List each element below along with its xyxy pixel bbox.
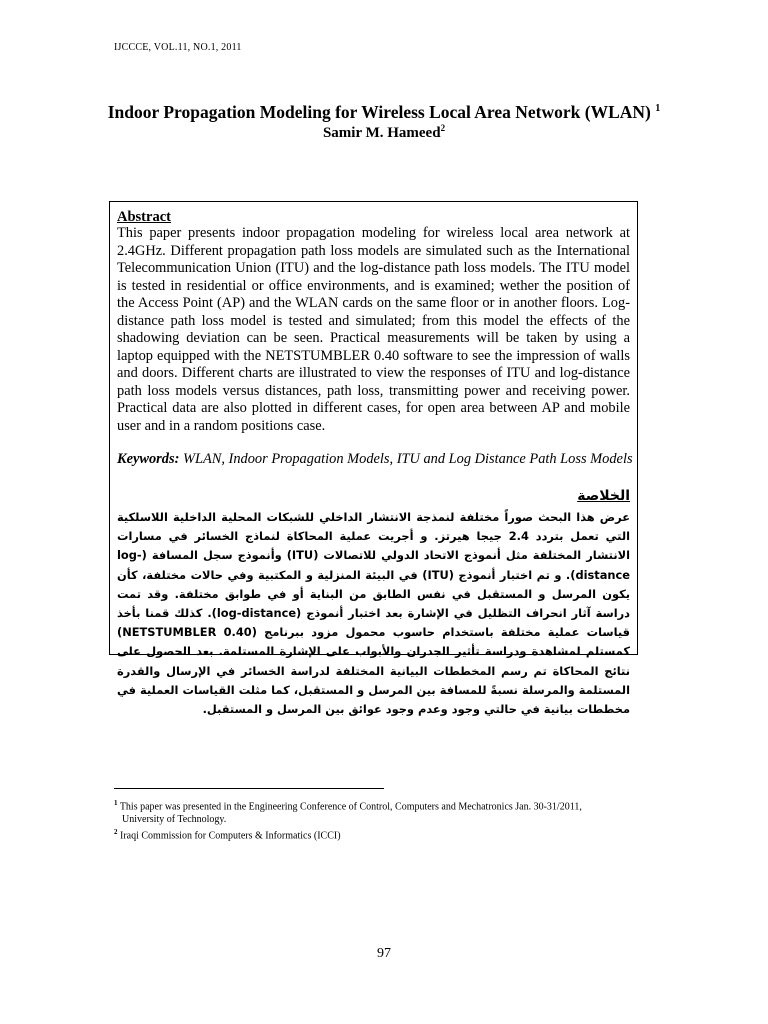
footnote-1 [114,797,634,826]
keywords-label: Keywords: [117,451,180,467]
footnote-1-mark: 1 [114,799,118,807]
abstract-box [109,201,638,717]
title-footnote-mark: 1 [655,103,661,115]
footnote-2-text: Iraqi Commission for Computers & Informatics (ICCI) [120,830,341,842]
journal-header: IJCCCE, VOL.11, NO.1, 2011 [114,42,242,53]
keywords-line [117,450,633,468]
abstract-heading: Abstract [117,209,171,225]
footnote-divider [114,788,384,789]
footnote-1-text: This paper was presented in the Engineering Conference of Control, Computers and Mechatronics Jan. 30-31/2011, [119,801,582,813]
arabic-abstract-heading [117,486,630,506]
author-footnote-mark: 2 [440,123,446,133]
keywords-text: WLAN, Indoor Propagation Models, ITU and Log Distance Path Loss Models [182,451,633,467]
footnote-2 [114,826,634,842]
arabic-heading-text: الخلاصة [577,488,630,504]
abstract-body: This paper presents indoor propagation modeling for wireless local area network at 2.4GHz. Different propagation path loss models are simulated such as the International Telecommunication Union (ITU) and the log-distance path loss models. The ITU model is tested in residential or office environments, and is examined; wether the position of the Access Point (AP) and the WLAN cards on the same floor or in another floors. Log-distance path loss model is tested and simulated; from this model the effects of the shadowing deviation can be seen. Practical measurements will be taken by using a laptop equipped with the NETSTUMBLER 0.40 software to see the impression of walls and doors. Different charts are illustrated to view the responses of ITU and log-distance path loss models versus distances, path loss, transmitting power and receiving power. Practical data are also plotted in different cases, for open area between AP and mobile user and in a random positions case. [117,225,630,434]
author-name-text: Samir M. Hameed [322,125,441,141]
page-number: 97 [377,946,391,961]
paper-title [0,102,768,123]
footnotes [114,797,634,843]
paper-title-text: Indoor Propagation Modeling for Wireless Local Area Network (WLAN) [107,102,651,122]
author-name [0,123,768,142]
arabic-abstract-body: عرض هذا البحث صوراً مختلفة لنمذجة الانتشار الداخلي للشبكات المحلية الداخلية اللاسلكية التي تعمل بتردد 2.4 جيجا هيرتز. و أجريت عملية المحاكاة لنماذج الخسائر في مسارات الانتشار المختلفة مثل أنموذج الاتحاد الدولي للاتصالات (ITU) وأنموذج سجل المسافة (log-distance). و تم اختبار أنموذج (ITU) في البيئة المنزلية و المكتبية وفي حالات مختلفة، كأن يكون المرسل و المستقبل في نفس الطابق من البناية أو في طوابق مختلفة. وقد تمت دراسة آثار انحراف التظليل في الإشارة بعد اختبار أنموذج (log-distance). كذلك قمنا بأخذ قياسات عملية مختلفة باستخدام حاسوب محمول مزود ببرنامج (NETSTUMBLER 0.40) كمستلم لمشاهدة ودراسة تأثير الجدران والأبواب على الإشارة المستلمة. بعد الحصول على نتائج المحاكاة تم رسم المخططات البيانية المختلفة لدراسة الخسائر في الإرسال والقدرة المستلمة والمرسلة نسبةً للمسافة بين المرسل و المستقبل، كما مثلت القياسات العملية في مخططات بيانية في حالتي وجود وعدم وجود عوائق بين المرسل و المستقبل. [117,510,630,717]
footnote-1-continuation: University of Technology. [122,814,227,826]
footnote-2-mark: 2 [114,828,118,837]
